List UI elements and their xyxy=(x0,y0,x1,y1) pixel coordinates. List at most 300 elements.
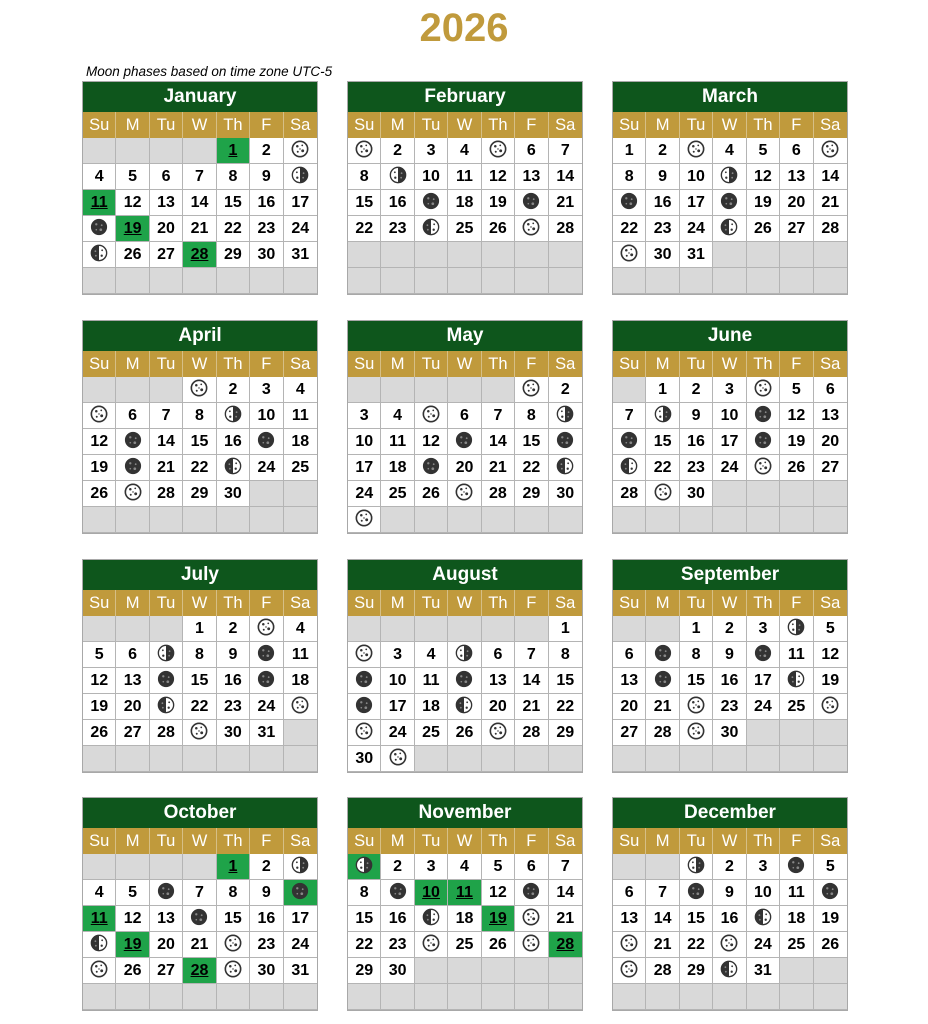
day-cell[interactable] xyxy=(549,138,582,164)
day-cell[interactable] xyxy=(680,694,713,720)
day-cell[interactable] xyxy=(116,216,149,242)
day-cell[interactable] xyxy=(646,932,679,958)
day-cell[interactable] xyxy=(217,932,250,958)
day-cell[interactable] xyxy=(183,906,216,932)
day-cell[interactable] xyxy=(183,720,216,746)
day-cell[interactable] xyxy=(381,880,414,906)
day-cell[interactable] xyxy=(646,429,679,455)
day-cell[interactable] xyxy=(482,164,515,190)
day-cell[interactable] xyxy=(646,242,679,268)
day-cell[interactable] xyxy=(680,932,713,958)
day-cell[interactable] xyxy=(780,616,813,642)
day-cell[interactable] xyxy=(646,377,679,403)
day-cell[interactable] xyxy=(646,694,679,720)
day-cell[interactable] xyxy=(250,242,283,268)
day-cell[interactable] xyxy=(780,694,813,720)
day-cell[interactable] xyxy=(515,377,548,403)
day-cell[interactable] xyxy=(646,455,679,481)
day-cell[interactable] xyxy=(515,720,548,746)
day-cell[interactable] xyxy=(680,958,713,984)
day-cell[interactable] xyxy=(116,642,149,668)
day-cell[interactable] xyxy=(713,694,746,720)
day-cell[interactable] xyxy=(613,216,646,242)
day-cell[interactable] xyxy=(713,403,746,429)
day-cell[interactable] xyxy=(680,854,713,880)
day-cell[interactable] xyxy=(814,164,847,190)
day-cell[interactable] xyxy=(116,694,149,720)
day-cell[interactable] xyxy=(116,958,149,984)
day-cell[interactable] xyxy=(116,429,149,455)
day-cell[interactable] xyxy=(713,164,746,190)
day-cell[interactable] xyxy=(747,377,780,403)
day-cell[interactable] xyxy=(814,616,847,642)
day-cell[interactable] xyxy=(250,958,283,984)
day-cell[interactable] xyxy=(348,190,381,216)
day-cell[interactable] xyxy=(284,216,317,242)
day-cell[interactable] xyxy=(415,216,448,242)
day-cell[interactable] xyxy=(284,932,317,958)
day-cell[interactable] xyxy=(482,642,515,668)
day-cell[interactable] xyxy=(150,216,183,242)
day-cell[interactable] xyxy=(747,216,780,242)
day-cell[interactable] xyxy=(549,694,582,720)
day-cell[interactable] xyxy=(150,694,183,720)
day-cell[interactable] xyxy=(284,429,317,455)
day-cell[interactable] xyxy=(381,694,414,720)
day-cell[interactable] xyxy=(83,429,116,455)
day-cell[interactable] xyxy=(713,906,746,932)
day-cell[interactable] xyxy=(284,854,317,880)
day-cell[interactable] xyxy=(713,932,746,958)
day-cell[interactable] xyxy=(217,958,250,984)
day-cell[interactable] xyxy=(747,138,780,164)
day-cell[interactable] xyxy=(814,694,847,720)
day-cell[interactable] xyxy=(515,642,548,668)
day-cell[interactable] xyxy=(515,906,548,932)
day-cell[interactable] xyxy=(250,403,283,429)
day-cell[interactable] xyxy=(646,403,679,429)
day-cell[interactable] xyxy=(747,694,780,720)
day-cell[interactable] xyxy=(448,906,481,932)
day-cell[interactable] xyxy=(613,958,646,984)
day-cell[interactable] xyxy=(348,932,381,958)
day-cell[interactable] xyxy=(217,242,250,268)
day-cell[interactable] xyxy=(780,668,813,694)
day-cell[interactable] xyxy=(549,403,582,429)
day-cell[interactable] xyxy=(646,216,679,242)
day-cell[interactable] xyxy=(780,403,813,429)
day-cell[interactable] xyxy=(183,958,216,984)
day-cell[interactable] xyxy=(116,720,149,746)
day-cell[interactable] xyxy=(217,668,250,694)
day-cell[interactable] xyxy=(250,854,283,880)
day-cell[interactable] xyxy=(713,190,746,216)
day-cell[interactable] xyxy=(747,403,780,429)
day-cell[interactable] xyxy=(613,242,646,268)
day-cell[interactable] xyxy=(448,642,481,668)
day-cell[interactable] xyxy=(381,746,414,772)
day-cell[interactable] xyxy=(613,720,646,746)
day-cell[interactable] xyxy=(780,932,813,958)
day-cell[interactable] xyxy=(680,190,713,216)
day-cell[interactable] xyxy=(549,455,582,481)
day-cell[interactable] xyxy=(150,455,183,481)
day-cell[interactable] xyxy=(348,880,381,906)
day-cell[interactable] xyxy=(448,854,481,880)
day-cell[interactable] xyxy=(348,507,381,533)
day-cell[interactable] xyxy=(448,694,481,720)
day-cell[interactable] xyxy=(713,429,746,455)
day-cell[interactable] xyxy=(680,720,713,746)
day-cell[interactable] xyxy=(780,880,813,906)
day-cell[interactable] xyxy=(613,668,646,694)
day-cell[interactable] xyxy=(250,190,283,216)
day-cell[interactable] xyxy=(646,720,679,746)
day-cell[interactable] xyxy=(549,720,582,746)
day-cell[interactable] xyxy=(348,906,381,932)
day-cell[interactable] xyxy=(183,481,216,507)
day-cell[interactable] xyxy=(646,481,679,507)
day-cell[interactable] xyxy=(448,216,481,242)
day-cell[interactable] xyxy=(415,932,448,958)
day-cell[interactable] xyxy=(381,720,414,746)
day-cell[interactable] xyxy=(814,880,847,906)
day-cell[interactable] xyxy=(348,455,381,481)
day-cell[interactable] xyxy=(415,854,448,880)
day-cell[interactable] xyxy=(780,429,813,455)
day-cell[interactable] xyxy=(680,164,713,190)
day-cell[interactable] xyxy=(284,403,317,429)
day-cell[interactable] xyxy=(515,481,548,507)
day-cell[interactable] xyxy=(284,642,317,668)
day-cell[interactable] xyxy=(780,164,813,190)
day-cell[interactable] xyxy=(747,668,780,694)
day-cell[interactable] xyxy=(482,906,515,932)
day-cell[interactable] xyxy=(646,190,679,216)
day-cell[interactable] xyxy=(284,190,317,216)
day-cell[interactable] xyxy=(646,880,679,906)
day-cell[interactable] xyxy=(549,164,582,190)
day-cell[interactable] xyxy=(680,880,713,906)
day-cell[interactable] xyxy=(549,377,582,403)
day-cell[interactable] xyxy=(217,906,250,932)
day-cell[interactable] xyxy=(217,880,250,906)
day-cell[interactable] xyxy=(284,958,317,984)
day-cell[interactable] xyxy=(116,668,149,694)
day-cell[interactable] xyxy=(348,642,381,668)
day-cell[interactable] xyxy=(381,481,414,507)
day-cell[interactable] xyxy=(515,455,548,481)
day-cell[interactable] xyxy=(116,164,149,190)
day-cell[interactable] xyxy=(482,854,515,880)
day-cell[interactable] xyxy=(415,906,448,932)
day-cell[interactable] xyxy=(680,377,713,403)
day-cell[interactable] xyxy=(515,403,548,429)
day-cell[interactable] xyxy=(83,906,116,932)
day-cell[interactable] xyxy=(613,455,646,481)
day-cell[interactable] xyxy=(348,720,381,746)
day-cell[interactable] xyxy=(381,455,414,481)
day-cell[interactable] xyxy=(83,880,116,906)
day-cell[interactable] xyxy=(250,429,283,455)
day-cell[interactable] xyxy=(83,242,116,268)
day-cell[interactable] xyxy=(713,642,746,668)
day-cell[interactable] xyxy=(250,377,283,403)
day-cell[interactable] xyxy=(814,377,847,403)
day-cell[interactable] xyxy=(713,958,746,984)
day-cell[interactable] xyxy=(814,190,847,216)
day-cell[interactable] xyxy=(747,958,780,984)
day-cell[interactable] xyxy=(448,138,481,164)
day-cell[interactable] xyxy=(250,932,283,958)
day-cell[interactable] xyxy=(646,164,679,190)
day-cell[interactable] xyxy=(747,616,780,642)
day-cell[interactable] xyxy=(482,429,515,455)
day-cell[interactable] xyxy=(217,190,250,216)
day-cell[interactable] xyxy=(515,164,548,190)
day-cell[interactable] xyxy=(713,138,746,164)
day-cell[interactable] xyxy=(381,906,414,932)
day-cell[interactable] xyxy=(284,138,317,164)
day-cell[interactable] xyxy=(613,429,646,455)
day-cell[interactable] xyxy=(747,642,780,668)
day-cell[interactable] xyxy=(381,216,414,242)
day-cell[interactable] xyxy=(83,455,116,481)
day-cell[interactable] xyxy=(515,694,548,720)
day-cell[interactable] xyxy=(747,190,780,216)
day-cell[interactable] xyxy=(482,190,515,216)
day-cell[interactable] xyxy=(448,668,481,694)
day-cell[interactable] xyxy=(613,164,646,190)
day-cell[interactable] xyxy=(515,880,548,906)
day-cell[interactable] xyxy=(713,216,746,242)
day-cell[interactable] xyxy=(482,455,515,481)
day-cell[interactable] xyxy=(814,854,847,880)
day-cell[interactable] xyxy=(680,668,713,694)
day-cell[interactable] xyxy=(116,190,149,216)
day-cell[interactable] xyxy=(680,242,713,268)
day-cell[interactable] xyxy=(613,403,646,429)
day-cell[interactable] xyxy=(217,403,250,429)
day-cell[interactable] xyxy=(250,138,283,164)
day-cell[interactable] xyxy=(415,880,448,906)
day-cell[interactable] xyxy=(250,216,283,242)
day-cell[interactable] xyxy=(482,403,515,429)
day-cell[interactable] xyxy=(183,190,216,216)
day-cell[interactable] xyxy=(613,694,646,720)
day-cell[interactable] xyxy=(250,694,283,720)
day-cell[interactable] xyxy=(150,481,183,507)
day-cell[interactable] xyxy=(116,242,149,268)
day-cell[interactable] xyxy=(680,455,713,481)
day-cell[interactable] xyxy=(549,906,582,932)
day-cell[interactable] xyxy=(814,932,847,958)
day-cell[interactable] xyxy=(150,720,183,746)
day-cell[interactable] xyxy=(448,164,481,190)
day-cell[interactable] xyxy=(116,481,149,507)
day-cell[interactable] xyxy=(680,216,713,242)
day-cell[interactable] xyxy=(747,854,780,880)
day-cell[interactable] xyxy=(284,455,317,481)
day-cell[interactable] xyxy=(415,190,448,216)
day-cell[interactable] xyxy=(183,616,216,642)
day-cell[interactable] xyxy=(415,455,448,481)
day-cell[interactable] xyxy=(549,616,582,642)
day-cell[interactable] xyxy=(250,668,283,694)
day-cell[interactable] xyxy=(747,906,780,932)
day-cell[interactable] xyxy=(83,668,116,694)
day-cell[interactable] xyxy=(150,932,183,958)
day-cell[interactable] xyxy=(747,429,780,455)
day-cell[interactable] xyxy=(747,455,780,481)
day-cell[interactable] xyxy=(415,403,448,429)
day-cell[interactable] xyxy=(116,403,149,429)
day-cell[interactable] xyxy=(217,216,250,242)
day-cell[interactable] xyxy=(150,958,183,984)
day-cell[interactable] xyxy=(814,455,847,481)
day-cell[interactable] xyxy=(348,694,381,720)
day-cell[interactable] xyxy=(680,481,713,507)
day-cell[interactable] xyxy=(448,932,481,958)
day-cell[interactable] xyxy=(348,216,381,242)
day-cell[interactable] xyxy=(814,668,847,694)
day-cell[interactable] xyxy=(713,880,746,906)
day-cell[interactable] xyxy=(83,642,116,668)
day-cell[interactable] xyxy=(284,164,317,190)
day-cell[interactable] xyxy=(780,216,813,242)
day-cell[interactable] xyxy=(183,429,216,455)
day-cell[interactable] xyxy=(415,642,448,668)
day-cell[interactable] xyxy=(515,429,548,455)
day-cell[interactable] xyxy=(448,455,481,481)
day-cell[interactable] xyxy=(250,720,283,746)
day-cell[interactable] xyxy=(680,642,713,668)
day-cell[interactable] xyxy=(250,164,283,190)
day-cell[interactable] xyxy=(448,481,481,507)
day-cell[interactable] xyxy=(83,720,116,746)
day-cell[interactable] xyxy=(814,906,847,932)
day-cell[interactable] xyxy=(646,958,679,984)
day-cell[interactable] xyxy=(348,138,381,164)
day-cell[interactable] xyxy=(482,694,515,720)
day-cell[interactable] xyxy=(515,668,548,694)
day-cell[interactable] xyxy=(381,642,414,668)
day-cell[interactable] xyxy=(646,668,679,694)
day-cell[interactable] xyxy=(348,481,381,507)
day-cell[interactable] xyxy=(284,668,317,694)
day-cell[interactable] xyxy=(217,694,250,720)
day-cell[interactable] xyxy=(217,642,250,668)
day-cell[interactable] xyxy=(348,429,381,455)
day-cell[interactable] xyxy=(713,668,746,694)
day-cell[interactable] xyxy=(713,455,746,481)
day-cell[interactable] xyxy=(116,455,149,481)
day-cell[interactable] xyxy=(284,694,317,720)
day-cell[interactable] xyxy=(250,616,283,642)
day-cell[interactable] xyxy=(549,429,582,455)
day-cell[interactable] xyxy=(549,932,582,958)
day-cell[interactable] xyxy=(613,642,646,668)
day-cell[interactable] xyxy=(482,932,515,958)
day-cell[interactable] xyxy=(646,906,679,932)
day-cell[interactable] xyxy=(381,403,414,429)
day-cell[interactable] xyxy=(348,164,381,190)
day-cell[interactable] xyxy=(284,242,317,268)
day-cell[interactable] xyxy=(217,481,250,507)
day-cell[interactable] xyxy=(415,720,448,746)
day-cell[interactable] xyxy=(381,429,414,455)
day-cell[interactable] xyxy=(250,642,283,668)
day-cell[interactable] xyxy=(646,642,679,668)
day-cell[interactable] xyxy=(482,481,515,507)
day-cell[interactable] xyxy=(348,958,381,984)
day-cell[interactable] xyxy=(284,616,317,642)
day-cell[interactable] xyxy=(613,932,646,958)
day-cell[interactable] xyxy=(217,164,250,190)
day-cell[interactable] xyxy=(150,403,183,429)
day-cell[interactable] xyxy=(814,429,847,455)
day-cell[interactable] xyxy=(284,906,317,932)
day-cell[interactable] xyxy=(381,932,414,958)
day-cell[interactable] xyxy=(183,880,216,906)
day-cell[interactable] xyxy=(83,694,116,720)
day-cell[interactable] xyxy=(780,138,813,164)
day-cell[interactable] xyxy=(183,694,216,720)
day-cell[interactable] xyxy=(381,958,414,984)
day-cell[interactable] xyxy=(482,216,515,242)
day-cell[interactable] xyxy=(613,190,646,216)
day-cell[interactable] xyxy=(150,906,183,932)
day-cell[interactable] xyxy=(217,138,250,164)
day-cell[interactable] xyxy=(150,880,183,906)
day-cell[interactable] xyxy=(217,854,250,880)
day-cell[interactable] xyxy=(780,906,813,932)
day-cell[interactable] xyxy=(183,164,216,190)
day-cell[interactable] xyxy=(515,216,548,242)
day-cell[interactable] xyxy=(415,694,448,720)
day-cell[interactable] xyxy=(217,429,250,455)
day-cell[interactable] xyxy=(284,880,317,906)
day-cell[interactable] xyxy=(183,242,216,268)
day-cell[interactable] xyxy=(448,720,481,746)
day-cell[interactable] xyxy=(217,377,250,403)
day-cell[interactable] xyxy=(250,880,283,906)
day-cell[interactable] xyxy=(183,377,216,403)
day-cell[interactable] xyxy=(713,854,746,880)
day-cell[interactable] xyxy=(83,481,116,507)
day-cell[interactable] xyxy=(482,138,515,164)
day-cell[interactable] xyxy=(183,642,216,668)
day-cell[interactable] xyxy=(448,403,481,429)
day-cell[interactable] xyxy=(680,429,713,455)
day-cell[interactable] xyxy=(284,377,317,403)
day-cell[interactable] xyxy=(150,190,183,216)
day-cell[interactable] xyxy=(415,164,448,190)
day-cell[interactable] xyxy=(217,455,250,481)
day-cell[interactable] xyxy=(415,668,448,694)
day-cell[interactable] xyxy=(116,880,149,906)
day-cell[interactable] xyxy=(116,906,149,932)
day-cell[interactable] xyxy=(549,642,582,668)
day-cell[interactable] xyxy=(150,668,183,694)
day-cell[interactable] xyxy=(183,668,216,694)
day-cell[interactable] xyxy=(183,455,216,481)
day-cell[interactable] xyxy=(415,138,448,164)
day-cell[interactable] xyxy=(680,616,713,642)
day-cell[interactable] xyxy=(549,481,582,507)
day-cell[interactable] xyxy=(217,720,250,746)
day-cell[interactable] xyxy=(549,668,582,694)
